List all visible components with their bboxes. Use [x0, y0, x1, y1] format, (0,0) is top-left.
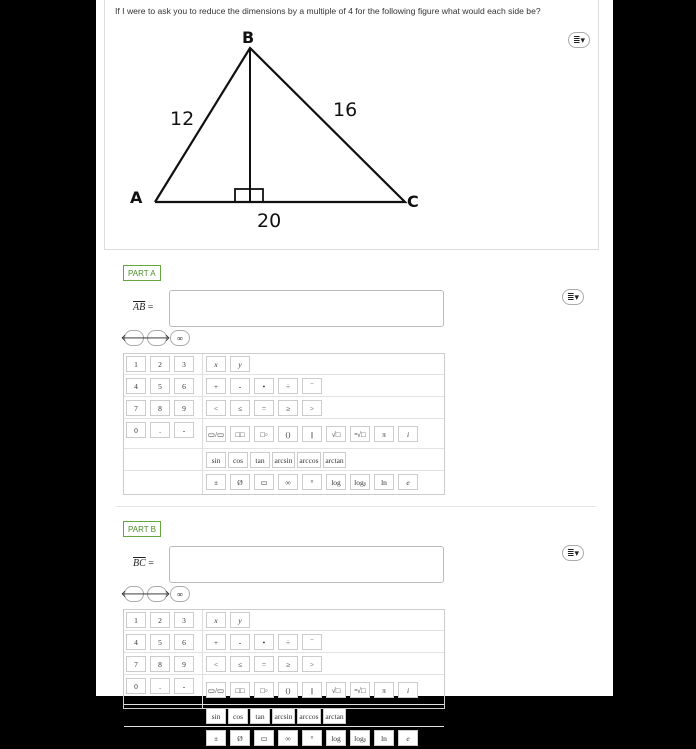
template-key[interactable]: π	[374, 426, 394, 442]
symbol-key[interactable]: e	[398, 730, 418, 746]
digit-key[interactable]: 5	[150, 634, 170, 650]
relation-key[interactable]: ≤	[230, 400, 250, 416]
operator-key[interactable]: +	[206, 634, 226, 650]
function-key[interactable]: arccos	[297, 452, 321, 468]
side-ac-length: 20	[257, 210, 282, 232]
function-key[interactable]: tan	[250, 708, 270, 724]
question-card	[104, 0, 599, 250]
symbol-key[interactable]: log	[326, 730, 346, 746]
forward-arrow-button[interactable]: 🡒	[147, 330, 167, 346]
infinity-button[interactable]: ∞	[170, 586, 190, 602]
digit-key[interactable]: 7	[126, 656, 146, 672]
digit-key[interactable]: -	[174, 678, 194, 694]
digit-key[interactable]: 7	[126, 400, 146, 416]
symbol-key[interactable]: logᵦ	[350, 730, 370, 746]
keypad-row	[124, 450, 444, 471]
menu-icon: ≣▾	[566, 291, 580, 302]
symbol-key[interactable]: log	[326, 474, 346, 490]
symbol-key[interactable]: ∞	[278, 474, 298, 490]
relation-key[interactable]: =	[254, 400, 274, 416]
template-key[interactable]: □▫	[254, 682, 274, 698]
part-a-answer-input[interactable]	[169, 290, 444, 327]
digit-key[interactable]: 1	[126, 612, 146, 628]
digit-key[interactable]: 4	[126, 378, 146, 394]
digit-key[interactable]: 5	[150, 378, 170, 394]
digit-key[interactable]: 4	[126, 634, 146, 650]
variable-key[interactable]: y	[230, 612, 250, 628]
keypad-row	[124, 632, 444, 653]
equals-sign: =	[148, 558, 154, 569]
template-key[interactable]: i	[398, 426, 418, 442]
function-key[interactable]: tan	[250, 452, 270, 468]
keypad-row	[124, 420, 444, 449]
operator-key[interactable]: •	[254, 378, 274, 394]
template-key[interactable]: ()	[278, 426, 298, 442]
part-b-menu-button[interactable]	[562, 545, 584, 561]
template-key[interactable]: □▫	[254, 426, 274, 442]
digit-key[interactable]: 2	[150, 612, 170, 628]
symbol-key[interactable]: ▭	[254, 730, 274, 746]
function-key[interactable]: arccos	[297, 708, 321, 724]
relation-key[interactable]: ≤	[230, 656, 250, 672]
digit-key[interactable]: 9	[174, 656, 194, 672]
question-text: If I were to ask you to reduce the dimensions by a multiple of 4 for the following figure what would each side be?	[115, 6, 541, 16]
symbol-key[interactable]: logᵦ	[350, 474, 370, 490]
relation-key[interactable]: >	[302, 400, 322, 416]
triangle-figure	[105, 0, 600, 250]
template-key[interactable]: ⁿ√□	[350, 682, 370, 698]
relation-key[interactable]: <	[206, 656, 226, 672]
symbol-key[interactable]: e	[398, 474, 418, 490]
forward-arrow-button[interactable]: 🡒	[147, 586, 167, 602]
operator-key[interactable]: -	[230, 634, 250, 650]
relation-key[interactable]: <	[206, 400, 226, 416]
part-divider	[116, 506, 596, 507]
part-b-keypad	[123, 609, 445, 743]
keypad-row	[124, 376, 444, 397]
operator-key[interactable]: •	[254, 634, 274, 650]
vertex-a-label: A	[130, 188, 143, 207]
segment-ab: $\overline{AB}$	[133, 302, 146, 313]
digit-key[interactable]: -	[174, 422, 194, 438]
part-a-nav-buttons	[120, 330, 190, 346]
digit-key[interactable]: 8	[150, 400, 170, 416]
operator-key[interactable]: +	[206, 378, 226, 394]
part-b-answer-input[interactable]	[169, 546, 444, 583]
digit-key[interactable]: 0	[126, 678, 146, 694]
part-a-label: PART A	[123, 265, 161, 281]
vertex-c-label: C	[407, 192, 419, 211]
digit-key[interactable]: 3	[174, 356, 194, 372]
symbol-key[interactable]: ±	[206, 474, 226, 490]
part-a-keypad	[123, 353, 445, 495]
operator-key[interactable]: -	[230, 378, 250, 394]
question-menu-button[interactable]	[568, 32, 590, 48]
operator-key[interactable]: ÷	[278, 634, 298, 650]
keypad-row	[124, 676, 444, 705]
side-ab-length: 12	[170, 108, 195, 130]
function-key[interactable]: arcsin	[272, 452, 295, 468]
symbol-key[interactable]: ▭	[254, 474, 274, 490]
digit-key[interactable]: .	[150, 678, 170, 694]
template-key[interactable]: ▭/▭	[206, 426, 226, 442]
part-a-equation-label	[133, 302, 153, 313]
digit-key[interactable]: 1	[126, 356, 146, 372]
back-arrow-button[interactable]: 🡐	[124, 586, 144, 602]
template-key[interactable]: √□	[326, 682, 346, 698]
template-key[interactable]: ||	[302, 426, 322, 442]
function-key[interactable]: sin	[206, 708, 226, 724]
worksheet-page	[96, 0, 613, 743]
keypad-row	[124, 706, 444, 727]
relation-key[interactable]: ≥	[278, 400, 298, 416]
back-arrow-button[interactable]: 🡐	[124, 330, 144, 346]
segment-bc: $\overline{BC}$	[133, 558, 146, 569]
variable-key[interactable]: x	[206, 356, 226, 372]
keypad-row	[124, 728, 444, 749]
equals-sign: =	[147, 302, 154, 313]
template-key[interactable]: □□	[230, 682, 250, 698]
template-key[interactable]: i	[398, 682, 418, 698]
function-key[interactable]: arcsin	[272, 708, 295, 724]
template-key[interactable]: π	[374, 682, 394, 698]
variable-key[interactable]: x	[206, 612, 226, 628]
symbol-key[interactable]: °	[302, 474, 322, 490]
symbol-key[interactable]: Ø	[230, 474, 250, 490]
keypad-row	[124, 354, 444, 375]
keypad-row	[124, 398, 444, 419]
function-key[interactable]: cos	[228, 708, 248, 724]
digit-key[interactable]: 8	[150, 656, 170, 672]
digit-key[interactable]: 3	[174, 612, 194, 628]
symbol-key[interactable]: °	[302, 730, 322, 746]
digit-key[interactable]: 6	[174, 634, 194, 650]
template-key[interactable]: □□	[230, 426, 250, 442]
operator-key[interactable]: ‾	[302, 634, 322, 650]
digit-key[interactable]: .	[150, 422, 170, 438]
variable-key[interactable]: y	[230, 356, 250, 372]
relation-key[interactable]: >	[302, 656, 322, 672]
digit-key[interactable]: 9	[174, 400, 194, 416]
digit-key[interactable]: 0	[126, 422, 146, 438]
part-b-nav-buttons	[120, 586, 190, 602]
part-b-equation-label	[133, 558, 154, 569]
menu-icon: ≣▾	[572, 34, 586, 45]
menu-icon: ≣▾	[566, 547, 580, 558]
function-key[interactable]: sin	[206, 452, 226, 468]
template-key[interactable]: ||	[302, 682, 322, 698]
symbol-key[interactable]: ±	[206, 730, 226, 746]
relation-key[interactable]: =	[254, 656, 274, 672]
digit-key[interactable]: 6	[174, 378, 194, 394]
template-key[interactable]: ()	[278, 682, 298, 698]
operator-key[interactable]: ‾	[302, 378, 322, 394]
keypad-row	[124, 610, 444, 631]
keypad-row	[124, 472, 444, 493]
keypad-row	[124, 654, 444, 675]
operator-key[interactable]: ÷	[278, 378, 298, 394]
symbol-key[interactable]: Ø	[230, 730, 250, 746]
side-bc-length: 16	[333, 99, 358, 121]
relation-key[interactable]: ≥	[278, 656, 298, 672]
symbol-key[interactable]: ∞	[278, 730, 298, 746]
function-key[interactable]: arctan	[323, 452, 346, 468]
template-key[interactable]: ▭/▭	[206, 682, 226, 698]
function-key[interactable]: cos	[228, 452, 248, 468]
template-key[interactable]: √□	[326, 426, 346, 442]
function-key[interactable]: arctan	[323, 708, 346, 724]
vertex-b-label: B	[242, 28, 255, 47]
template-key[interactable]: ⁿ√□	[350, 426, 370, 442]
symbol-key[interactable]: ln	[374, 474, 394, 490]
symbol-key[interactable]: ln	[374, 730, 394, 746]
digit-key[interactable]: 2	[150, 356, 170, 372]
part-a-menu-button[interactable]	[562, 289, 584, 305]
infinity-button[interactable]: ∞	[170, 330, 190, 346]
part-b-label: PART B	[123, 521, 161, 537]
